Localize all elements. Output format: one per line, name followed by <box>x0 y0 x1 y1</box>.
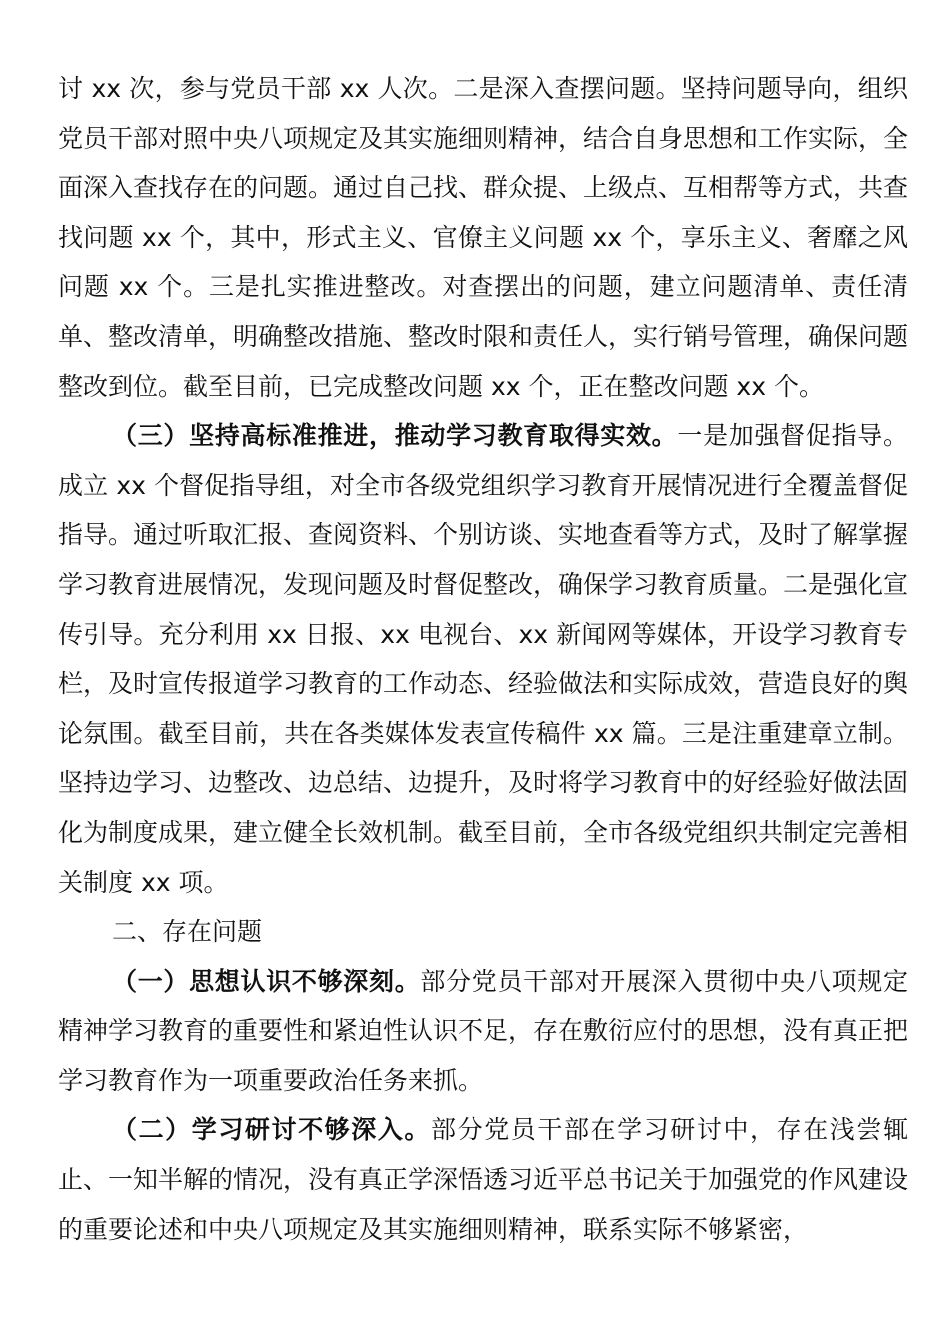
issue-study <box>58 1105 908 1254</box>
paragraph-rectification <box>58 64 908 411</box>
issue-text: 部分党员干部对开展深入贯彻中央八项规定精神学习教育的重要性和紧迫性认识不足，存在敷衍应付的思想，没有真正把学习教育作为一项重要政治任务来抓。 <box>58 966 909 1095</box>
issue-lead-heading: （二）学习研讨不够深入。 <box>112 1115 432 1145</box>
paragraph-text: 一是加强督促指导。成立 xx 个督促指导组，对全市各级党组织学习教育开展情况进行全覆盖督促指导。通过听取汇报、查阅资料、个别访谈、实地查看等方式，及时了解掌握学习教育进展情况，发现问题及时督促整改，确保学习教育质量。二是强化宣传引导。充分利用 xx 日报、xx 电视台、xx 新闻网等媒体，开设学习教育专栏，及时宣传报道学习教育的工作动态、经验做法和实际成效，营造良好的舆论氛围。截至目前，共在各类媒体发表宣传稿件 xx 篇。三是注重建章立制。坚持边学习、边整改、边总结、边提升，及时将学习教育中的好经验好做法固化为制度成果，建立健全长效机制。截至目前，全市各级党组织共制定完善相关制度 xx 项。 <box>58 421 909 897</box>
issue-text: 部分党员干部在学习研讨中，存在浅尝辄止、一知半解的情况，没有真正学深悟透习近平总书记关于加强党的作风建设的重要论述和中央八项规定及其实施细则精神，联系实际不够紧密， <box>58 1115 909 1244</box>
issue-lead-heading: （一）思想认识不够深刻。 <box>112 966 421 996</box>
paragraph-high-standard <box>58 411 908 907</box>
section-heading: 二、存在问题 <box>112 917 263 947</box>
paragraph-text: 讨 xx 次，参与党员干部 xx 人次。二是深入查摆问题。坚持问题导向，组织党员干部对照中央八项规定及其实施细则精神，结合自身思想和工作实际，全面深入查找存在的问题。通过自己找、群众提、上级点、互相帮等方式，共查找问题 xx 个，其中，形式主义、官僚主义问题 xx 个，享乐主义、奢靡之风问题 xx 个。三是扎实推进整改。对查摆出的问题，建立问题清单、责任清单、整改清单，明确整改措施、整改时限和责任人，实行销号管理，确保问题整改到位。截至目前，已完成整改问题 xx 个，正在整改问题 xx 个。 <box>58 74 909 401</box>
document-page <box>58 64 908 1254</box>
issue-thinking <box>58 957 908 1106</box>
paragraph-lead-heading: （三）坚持高标准推进，推动学习教育取得实效。 <box>112 421 678 451</box>
